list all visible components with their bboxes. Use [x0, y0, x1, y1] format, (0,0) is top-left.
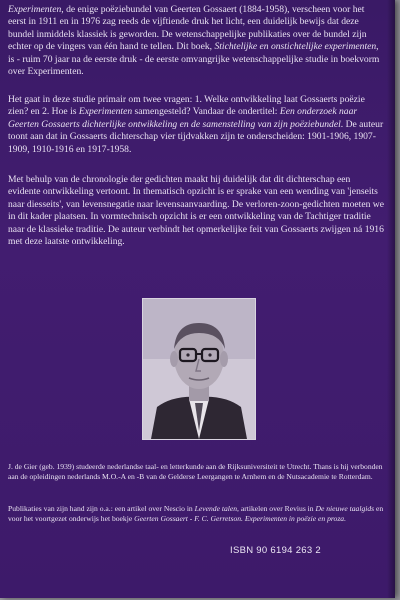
- pubs-text-c: en voor het voortgezet onderwijs het boekje: [8, 504, 384, 524]
- subtitle-italic: Een onderzoek naar Geerten Gossaerts dichterlijke ontwikkeling en de samenstelling van zijn poëziebundel: [8, 106, 358, 130]
- pubs-italic-2: De nieuwe taalgids: [315, 504, 375, 513]
- intro-title-italic: Experimenten: [8, 4, 62, 15]
- pubs-text-a: Publikaties van zijn hand zijn o.a.: een artikel over Nescio in: [8, 504, 195, 513]
- questions-text-b: samengesteld? Vandaar de ondertitel:: [132, 106, 280, 118]
- author-bio: J. de Gier (geb. 1939) studeerde nederlandse taal- en letterkunde aan de Rijksuniversiteit te Utrecht. Thans is hij verbonden aan de opleidingen nederlands M.O.-A en -B van de Gelderse Leergangen te Arnhem en de Nutsacademie te Rotterdam.: [8, 462, 383, 482]
- pubs-text-b: , artikelen over Revius in: [237, 504, 316, 513]
- pubs-italic-3: Geerten Gossaert - F. C. Gerretson. Experimenten in poëzie en proza.: [134, 514, 346, 524]
- method-paragraph: Met behulp van de chronologie der gedichten maakt hij duidelijk dat dit dichterschap een evidente ontwikkeling vertoont. In thematisch opzicht is er sprake van een wending van 'jenseits naar diesseits', van levensnegatie naar levensaanvaarding. De verloren-zoon-gedichten moeten we in dit kader plaatsen. In vormtechnisch opzicht is er een ontwikkeling van de Tachtiger traditie naar de klassieke traditie. De auteur verbindt het opmerkelijke feit van Gossaerts zwijgen ná 1916 met deze laatste ontwikkeling.: [8, 174, 384, 248]
- isbn-number: ISBN 90 6194 263 2: [230, 545, 321, 556]
- intro-book-title: Stichtelijke en onstichtelijke experimenten: [214, 41, 377, 53]
- intro-text-b: , is - ruim 70 jaar na de eerste druk - de eerste omvangrijke wetenschappelijke studie in boekvorm over Experimenten.: [8, 41, 380, 78]
- intro-text-a: , de enige poëziebundel van Geerten Gossaert (1884-1958), verscheen voor het eerst in 1911 en in 1976 zag reeds de vijftiende druk het licht, een duidelijk bewijs dat deze bundel inmiddels klassiek is geworden. De wetenschappelijke publikaties over de bundel zijn echter op de vingers van één hand te tellen. Dit boek,: [8, 4, 367, 53]
- questions-text-c: . De auteur toont aan dat in Gossaerts dichterschap vier tijdvakken zijn te onderscheiden: 1901-1906, 1907-1909, 1910-1916 en 1917-1958.: [8, 118, 384, 155]
- author-photo: [142, 298, 256, 440]
- author-portrait-graphic: [143, 299, 255, 439]
- questions-italic-1: Experimenten: [78, 106, 133, 118]
- cover-edge-shadow: [387, 0, 395, 598]
- questions-paragraph: [8, 94, 384, 156]
- questions-text-a: Het gaat in deze studie primair om twee vragen: 1. Welke ontwikkeling laat Gossaerts poëzie zien? en 2. Hoe is: [8, 94, 365, 118]
- author-publications: [8, 504, 388, 525]
- pubs-italic-1: Levende talen: [194, 504, 238, 513]
- intro-paragraph: [8, 4, 384, 78]
